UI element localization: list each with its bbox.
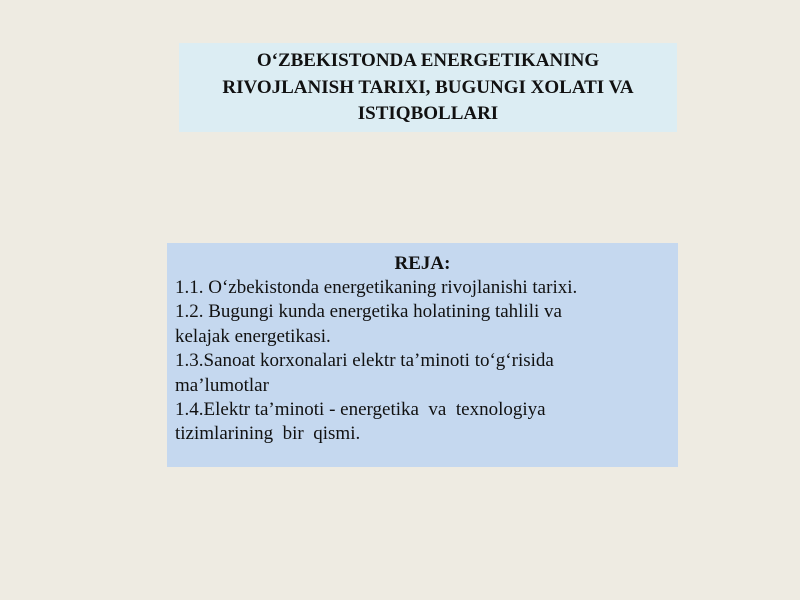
plan-item-line: 1.1. O‘zbekistonda energetikaning rivojlanishi tarixi. (175, 277, 578, 298)
title-line-3: ISTIQBOLLARI (357, 103, 499, 124)
plan-item-line: kelajak energetikasi. (175, 325, 331, 347)
plan-box (167, 243, 678, 467)
plan-item-line: 1.3.Sanoat korxonalari elektr ta’minoti to‘g‘risida (175, 350, 554, 372)
title-line-1: O‘ZBEKISTONDA ENERGETIKANING (256, 50, 600, 71)
title-box (179, 43, 677, 132)
plan-item-line: tizimlarining bir qismi. (175, 423, 361, 445)
plan-heading: REJA: (394, 253, 451, 274)
plan-item-line: ma’lumotlar (175, 374, 269, 396)
plan-item-line: 1.2. Bugungi kunda energetika holatining tahlili va (175, 301, 562, 323)
title-line-2: RIVOJLANISH TARIXI, BUGUNGI XOLATI VA (222, 76, 634, 98)
plan-item-line: 1.4.Elektr ta’minoti - energetika va texnologiya (175, 399, 546, 421)
